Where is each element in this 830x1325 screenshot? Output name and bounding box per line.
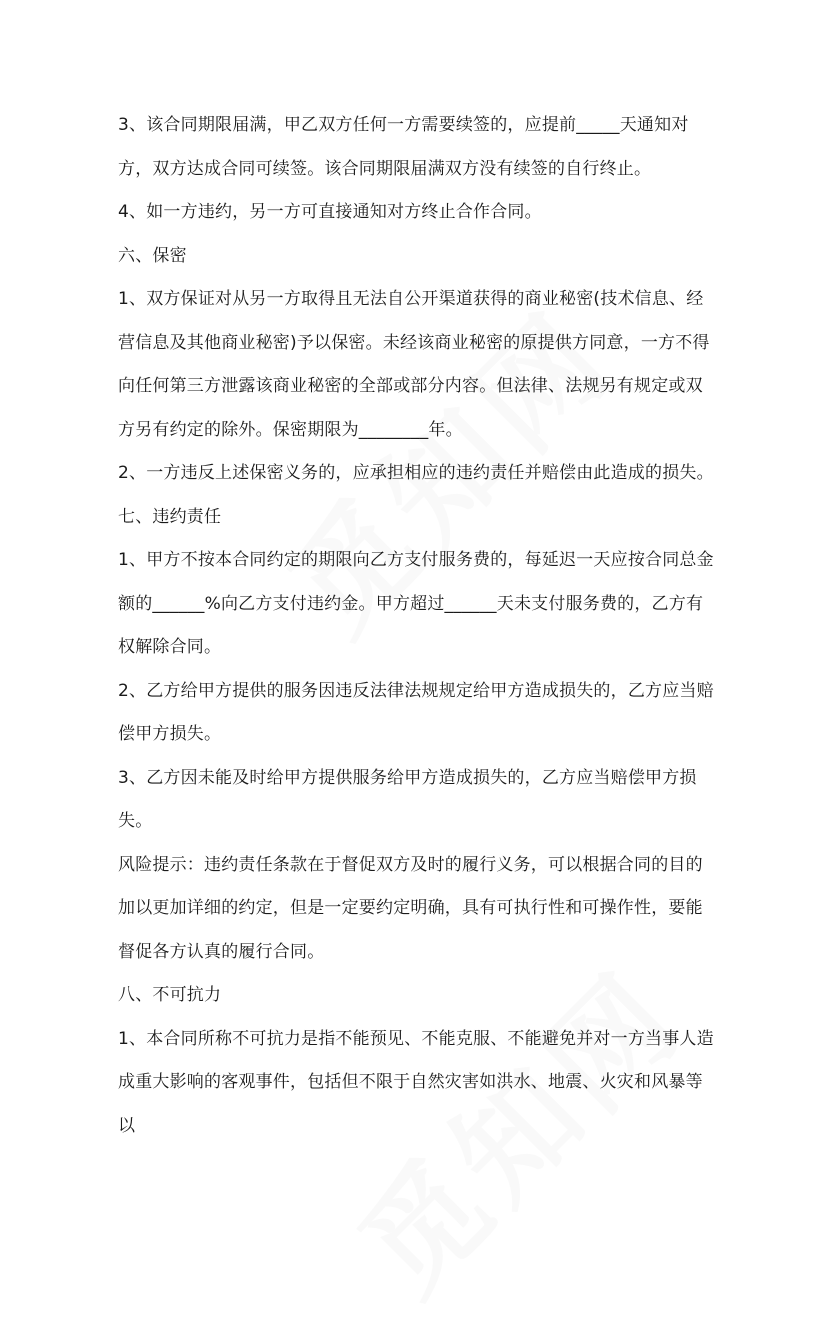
clause-service-violation: 2、乙方给甲方提供的服务因违反法律法规规定给甲方造成损失的，乙方应当赔偿甲方损失。 — [118, 680, 714, 744]
document-body — [118, 104, 718, 1148]
section-heading-confidentiality: 六、保密 — [118, 245, 187, 266]
clause-renewal: 3、该合同期限届满，甲乙双方任何一方需要续签的，应提前_____天通知对方，双方达成合同可续签。该合同期限届满双方没有续签的自行终止。 — [118, 115, 689, 179]
clause-confidentiality-breach: 2、一方违反上述保密义务的，应承担相应的违约责任并赔偿由此造成的损失。 — [118, 463, 714, 483]
clause-late-payment: 1、甲方不按本合同约定的期限向乙方支付服务费的，每延迟一天应按合同总金额的______%向乙方支付违约金。甲方超过______天未支付服务费的，乙方有权解除合同。 — [118, 550, 714, 657]
clause-confidentiality-scope: 1、双方保证对从另一方取得且无法自公开渠道获得的商业秘密(技术信息、经营信息及其他商业秘密)予以保密。未经该商业秘密的原提供方同意，一方不得向任何第三方泄露该商业秘密的全部或部分内容。但法律、法规另有规定或双方另有约定的除外。保密期限为________年。 — [118, 289, 710, 440]
clause-breach-termination: 4、如一方违约，另一方可直接通知对方终止合作合同。 — [118, 202, 542, 222]
risk-notice: 风险提示：违约责任条款在于督促双方及时的履行义务，可以根据合同的目的加以更加详细的约定，但是一定要约定明确，具有可执行性和可操作性，要能督促各方认真的履行合同。 — [118, 854, 703, 962]
section-heading-force-majeure: 八、不可抗力 — [118, 985, 222, 1005]
section-heading-liability: 七、违约责任 — [118, 506, 222, 527]
clause-force-majeure-definition: 1、本合同所称不可抗力是指不能预见、不能克服、不能避免并对一方当事人造成重大影响的客观事件，包括但不限于自然灾害如洪水、地震、火灾和风暴等以 — [118, 1028, 714, 1136]
clause-service-delay: 3、乙方因未能及时给甲方提供服务给甲方造成损失的，乙方应当赔偿甲方损失。 — [118, 767, 697, 831]
